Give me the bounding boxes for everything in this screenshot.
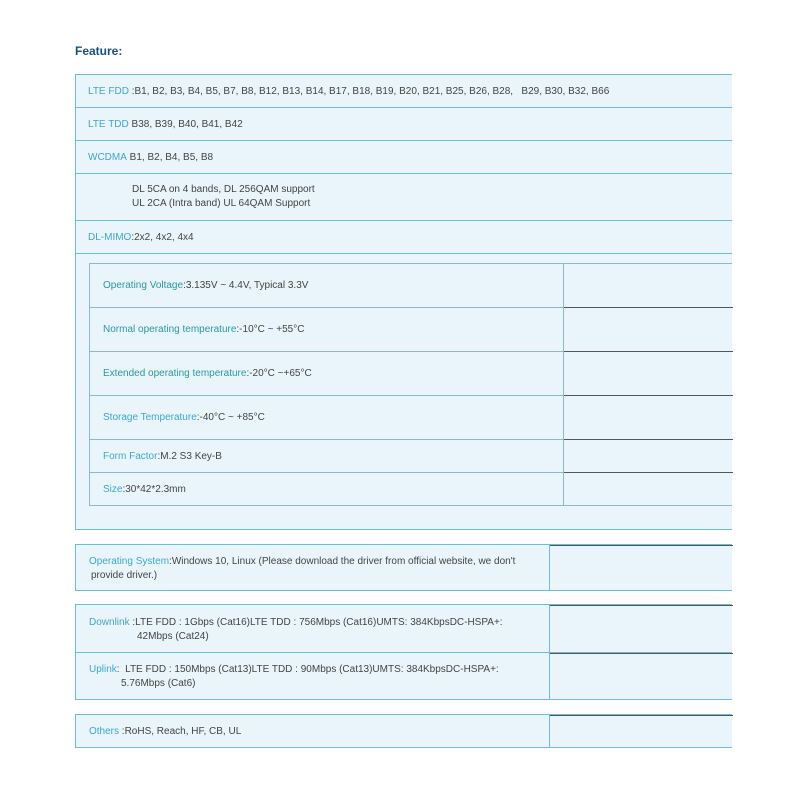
spec-value: :-10°C ~ +55°C [236, 324, 305, 335]
spec-row [90, 440, 564, 473]
dl-mimo-label: DL-MIMO [88, 231, 132, 243]
lte-tdd-row [76, 108, 732, 141]
downlink-cell [76, 605, 550, 652]
spec-blank-cell [564, 264, 733, 308]
lte-tdd-value: B38, B39, B40, B41, B42 [128, 118, 243, 130]
spec-row [90, 264, 564, 308]
uplink-value-cont: 5.76Mbps (Cat6) [121, 678, 196, 689]
others-blank-cell [550, 715, 733, 747]
dl-mimo-row [76, 221, 732, 254]
spec-blank-cell [564, 473, 733, 506]
spec-row [90, 473, 564, 506]
wcdma-value: B1, B2, B4, B5, B8 [126, 151, 214, 163]
downlink-label: Downlink [89, 617, 130, 628]
spec-blank-cell [564, 440, 733, 473]
ca-line-1: DL 5CA on 4 bands, DL 256QAM support [132, 184, 315, 195]
speed-table [75, 604, 732, 700]
os-cell [76, 545, 550, 590]
wcdma-label: WCDMA [88, 151, 127, 163]
spec-label: Normal operating temperature [103, 324, 237, 335]
spec-value: :-40°C ~ +85°C [196, 412, 265, 423]
spec-value: :M.2 S3 Key-B [157, 450, 222, 462]
spec-blank-cell [564, 352, 733, 396]
uplink-label: Uplink [89, 664, 117, 675]
spec-label: Operating Voltage [103, 280, 184, 291]
os-blank-cell [550, 545, 733, 590]
others-cell [76, 715, 550, 747]
spec-row [90, 352, 564, 396]
spec-value: :-20°C ~+65°C [246, 368, 312, 379]
spec-label: Extended operating temperature [103, 368, 247, 379]
os-value-cont: provide driver.) [91, 570, 158, 581]
others-table [75, 714, 732, 748]
spec-row [90, 308, 564, 352]
os-value: :Windows 10, Linux (Please download the driver from official website, we don't [169, 556, 516, 567]
os-label: Operating System [89, 556, 170, 567]
carrier-aggregation-row [76, 174, 732, 221]
downlink-value: :LTE FDD : 1Gbps (Cat16)LTE TDD : 756Mbps (Cat16)UMTS: 384KbpsDC-HSPA+: [129, 617, 503, 628]
downlink-blank-cell [550, 605, 733, 652]
spec-subtable [89, 263, 732, 506]
spec-label: Storage Temperature [103, 412, 197, 423]
lte-fdd-row [76, 75, 732, 108]
os-table [75, 544, 732, 591]
spec-row [90, 396, 564, 440]
ca-line-2: UL 2CA (Intra band) UL 64QAM Support [132, 198, 311, 209]
dl-mimo-value: :2x2, 4x2, 4x4 [131, 231, 194, 243]
feature-panel [75, 74, 732, 530]
others-value: :RoHS, Reach, HF, CB, UL [119, 725, 242, 737]
uplink-value: : LTE FDD : 150Mbps (Cat13)LTE TDD : 90Mbps (Cat13)UMTS: 384KbpsDC-HSPA+: [116, 664, 499, 675]
spec-value: :30*42*2.3mm [122, 484, 186, 495]
downlink-value-cont: 42Mbps (Cat24) [137, 631, 209, 642]
spec-blank-cell [564, 308, 733, 352]
spec-label: Size [103, 484, 123, 495]
lte-tdd-label: LTE TDD [88, 118, 129, 130]
uplink-blank-cell [550, 653, 733, 699]
lte-fdd-value: :B1, B2, B3, B4, B5, B7, B8, B12, B13, B14, B17, B18, B19, B20, B21, B25, B26, B28, B29, B30, B32, B66 [128, 85, 610, 97]
feature-heading: Feature: [75, 44, 123, 58]
uplink-cell [76, 653, 550, 699]
lte-fdd-label: LTE FDD [88, 85, 129, 97]
others-label: Others [89, 725, 120, 737]
spec-blank-cell [564, 396, 733, 440]
spec-label: Form Factor [103, 450, 158, 462]
wcdma-row [76, 141, 732, 174]
spec-value: :3.135V ~ 4.4V, Typical 3.3V [183, 280, 309, 291]
